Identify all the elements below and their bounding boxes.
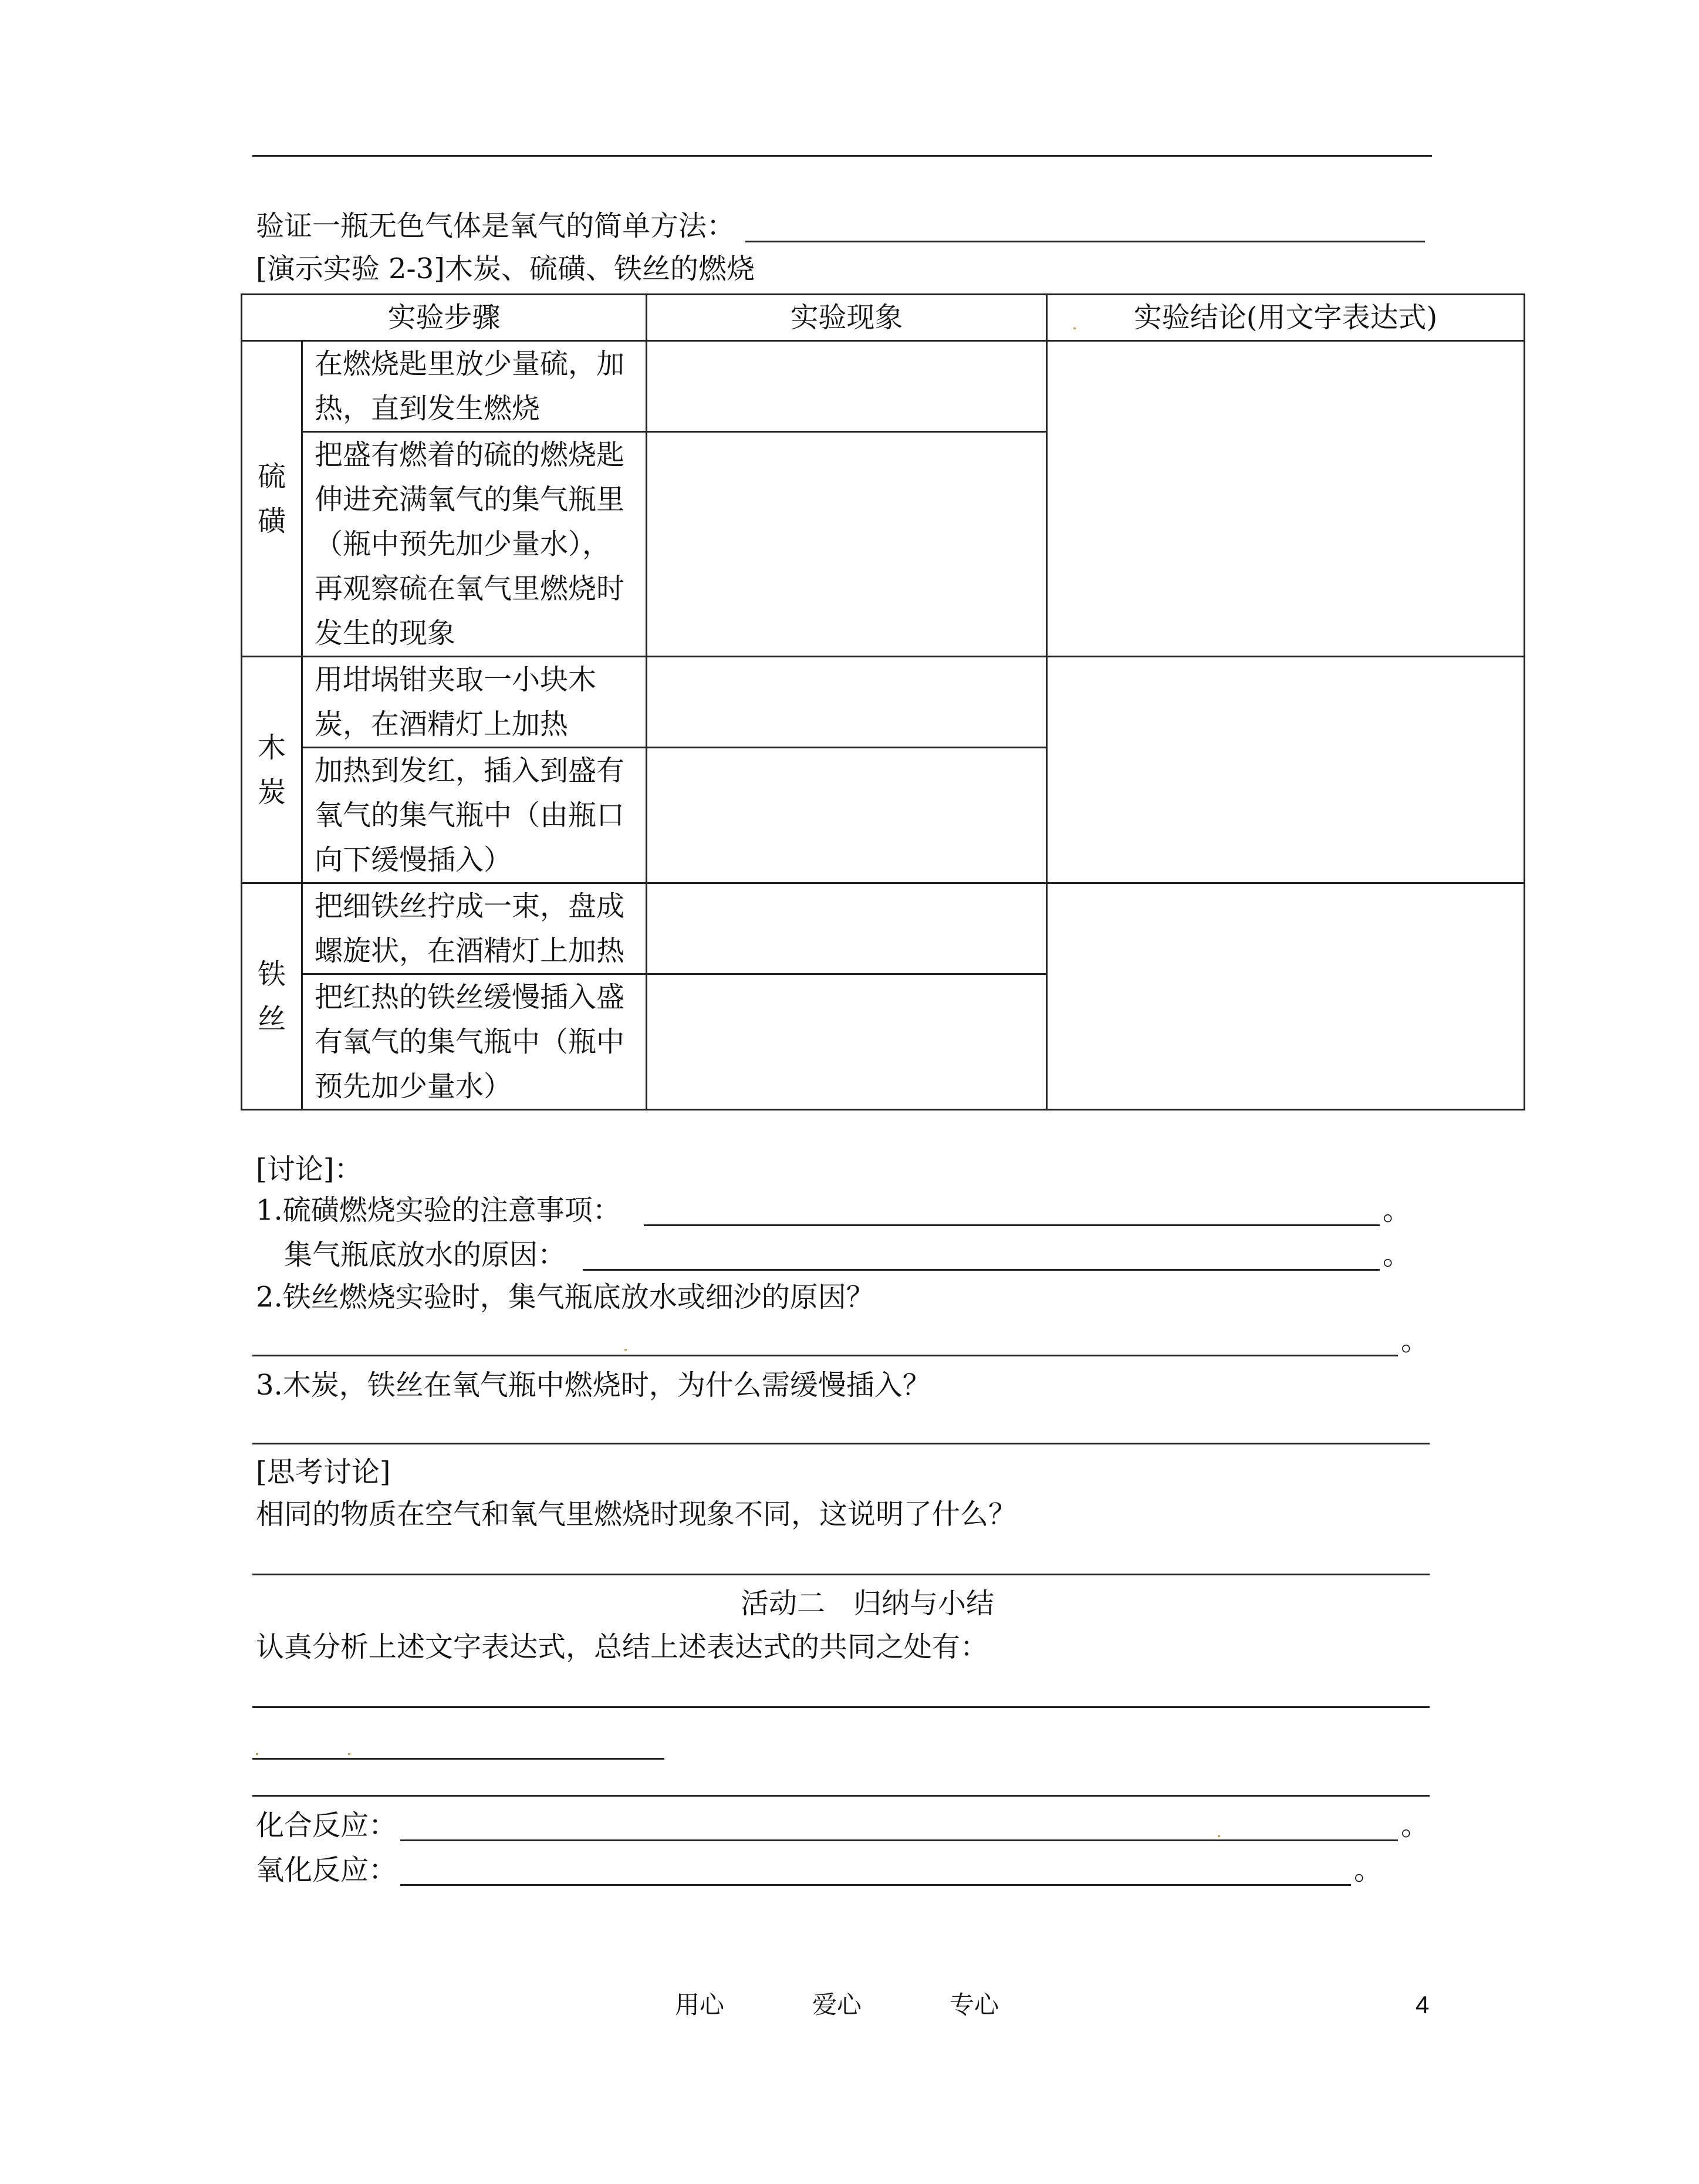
conclusion-cell-sulfur[interactable]	[1047, 341, 1525, 657]
verify-answer-blank[interactable]	[745, 241, 1425, 242]
page-number: 4	[1416, 1991, 1430, 2018]
substance-cell-sulfur: 硫 磺	[242, 341, 302, 657]
experiment-table	[241, 293, 1525, 1110]
combination-reaction-blank[interactable]	[400, 1839, 1398, 1841]
period-mark: 。	[1383, 1194, 1411, 1227]
phenomenon-cell[interactable]	[647, 341, 1047, 432]
header-steps: 实验步骤	[242, 295, 647, 341]
conclusion-cell-charcoal[interactable]	[1047, 657, 1525, 883]
activity-2-prompt: 认真分析上述文字表达式，总结上述表达式的共同之处有：	[256, 1631, 989, 1663]
period-mark: 。	[1354, 1854, 1383, 1886]
think-answer-blank[interactable]	[252, 1574, 1430, 1575]
substance-cell-charcoal: 木 炭	[242, 657, 302, 883]
phenomenon-cell[interactable]	[647, 657, 1047, 748]
question-3: 3.木炭，铁丝在氧气瓶中燃烧时，为什么需缓慢插入？	[256, 1369, 931, 1402]
speck	[1073, 328, 1076, 329]
phenomenon-cell[interactable]	[647, 748, 1047, 883]
speck	[624, 1349, 627, 1351]
speck	[348, 1753, 350, 1755]
header-rule	[252, 155, 1432, 157]
oxidation-reaction-label: 氧化反应：	[256, 1854, 397, 1886]
step-cell: 在燃烧匙里放少量硫，加热，直到发生燃烧	[302, 341, 647, 432]
table-row	[242, 657, 1525, 748]
answer-blank-2[interactable]	[252, 1355, 1398, 1356]
phenomenon-cell[interactable]	[647, 432, 1047, 657]
header-phenomena: 实验现象	[647, 295, 1047, 341]
demo-experiment-title: [演示实验 2-3]木炭、硫磺、铁丝的燃烧	[256, 252, 755, 285]
phenomenon-cell[interactable]	[647, 974, 1047, 1110]
step-cell: 用坩埚钳夹取一小块木炭，在酒精灯上加热	[302, 657, 647, 748]
oxidation-reaction-blank[interactable]	[400, 1884, 1351, 1886]
phenomenon-cell[interactable]	[647, 883, 1047, 974]
think-title: [思考讨论]	[256, 1456, 391, 1488]
header-conclusion: 实验结论(用文字表达式)	[1047, 295, 1525, 341]
speck	[1218, 1835, 1220, 1837]
think-question: 相同的物质在空气和氧气里燃烧时现象不同，这说明了什么？	[256, 1498, 1017, 1531]
discussion-title: [讨论]：	[256, 1153, 363, 1186]
footer-motto: 用心 爱心 专心	[675, 1990, 999, 2019]
period-mark: 。	[1401, 1324, 1430, 1357]
answer-blank-3[interactable]	[252, 1443, 1430, 1444]
conclusion-cell-iron[interactable]	[1047, 883, 1525, 1110]
verify-prompt: 验证一瓶无色气体是氧气的简单方法：	[256, 210, 735, 242]
speck	[256, 1753, 258, 1755]
step-cell: 把红热的铁丝缓慢插入盛有氧气的集气瓶中（瓶中预先加少量水）	[302, 974, 647, 1110]
answer-blank-1[interactable]	[644, 1224, 1380, 1226]
activity-2-title: 活动二 归纳与小结	[741, 1587, 995, 1620]
step-cell: 把盛有燃着的硫的燃烧匙伸进充满氧气的集气瓶里（瓶中预先加少量水），再观察硫在氧气里燃烧时发生的现象	[302, 432, 647, 657]
table-header-row	[242, 295, 1525, 341]
summary-blank-2[interactable]	[252, 1758, 664, 1760]
table-row	[242, 341, 1525, 432]
period-mark: 。	[1401, 1809, 1430, 1842]
table-row	[242, 883, 1525, 974]
combination-reaction-label: 化合反应：	[256, 1809, 397, 1842]
summary-blank-3[interactable]	[252, 1795, 1430, 1797]
substance-cell-iron: 铁 丝	[242, 883, 302, 1110]
step-cell: 把细铁丝拧成一束，盘成螺旋状，在酒精灯上加热	[302, 883, 647, 974]
period-mark: 。	[1383, 1238, 1411, 1271]
answer-blank-1b[interactable]	[583, 1269, 1380, 1271]
summary-blank-1[interactable]	[252, 1706, 1430, 1708]
question-1: 1.硫磺燃烧实验的注意事项：	[256, 1194, 621, 1227]
question-2: 2.铁丝燃烧实验时，集气瓶底放水或细沙的原因？	[256, 1281, 874, 1314]
question-1b: 集气瓶底放水的原因：	[284, 1238, 566, 1271]
step-cell: 加热到发红，插入到盛有氧气的集气瓶中（由瓶口向下缓慢插入）	[302, 748, 647, 883]
